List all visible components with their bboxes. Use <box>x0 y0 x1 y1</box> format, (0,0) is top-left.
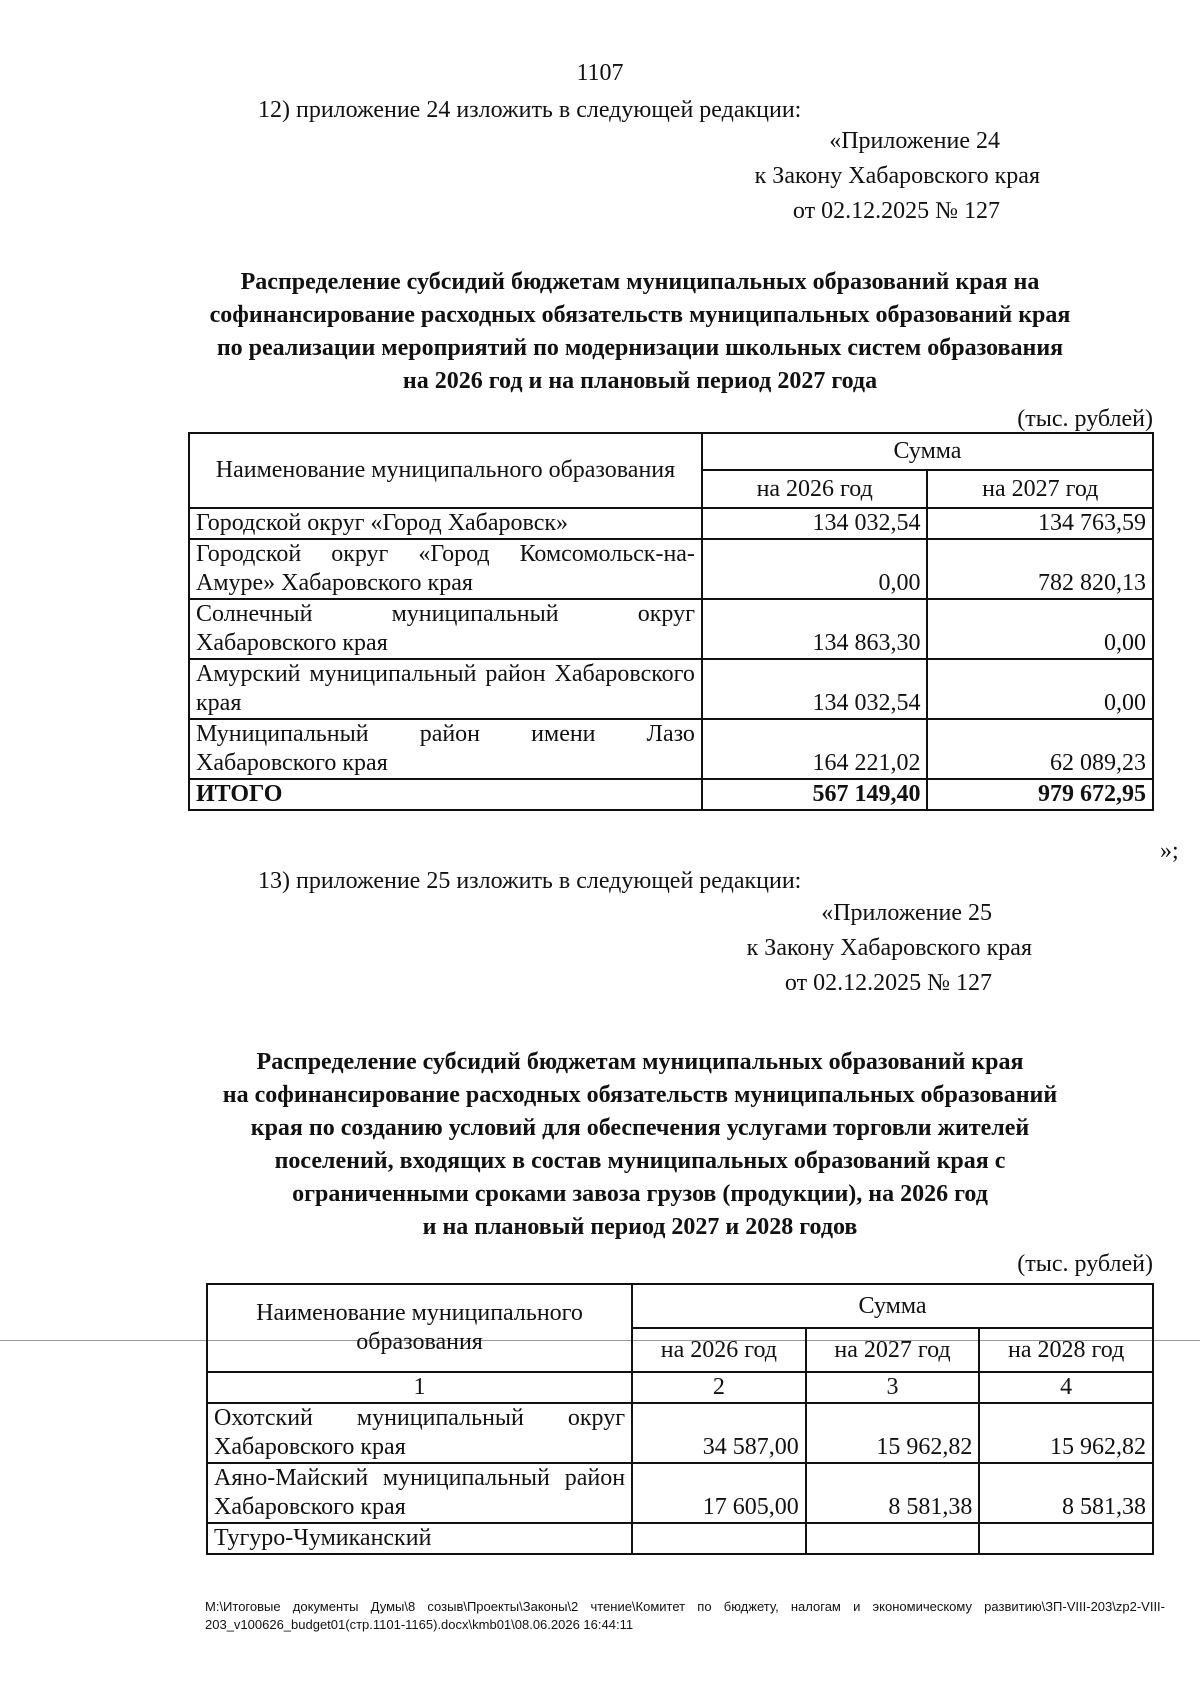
table-row <box>189 508 1153 539</box>
row-value-2027: 0,00 <box>927 599 1153 659</box>
table-row <box>207 1403 1153 1463</box>
title-line: софинансирование расходных обязательств муниципальных образований края <box>209 302 1071 328</box>
row-value-2028: 8 581,38 <box>979 1463 1153 1523</box>
row-value-2026 <box>632 1523 806 1554</box>
total-value-2027: 979 672,95 <box>927 779 1153 810</box>
row-value-2028 <box>979 1523 1153 1554</box>
closing-quote: »; <box>1160 838 1179 864</box>
row-name: Солнечный муниципальный округ Хабаровского края <box>189 599 702 659</box>
total-value-2026: 567 149,40 <box>702 779 928 810</box>
appendix-24-line-2: к Закону Хабаровского края <box>754 163 1040 189</box>
column-header-2027: на 2027 год <box>927 470 1153 508</box>
column-header-2026: на 2026 год <box>632 1328 806 1372</box>
row-value-2026: 164 221,02 <box>702 719 928 779</box>
row-name: Городской округ «Город Хабаровск» <box>189 508 702 539</box>
row-value-2026: 17 605,00 <box>632 1463 806 1523</box>
row-value-2027: 0,00 <box>927 659 1153 719</box>
table-row <box>189 539 1153 599</box>
title-line: на софинансирование расходных обязательств муниципальных образований <box>222 1082 1058 1108</box>
units-label: (тыс. рублей) <box>1017 406 1153 432</box>
title-line: по реализации мероприятий по модернизации школьных систем образования <box>216 335 1064 361</box>
row-value-2027: 62 089,23 <box>927 719 1153 779</box>
column-header-2027: на 2027 год <box>806 1328 980 1372</box>
row-value-2027: 134 763,59 <box>927 508 1153 539</box>
title-line: и на плановый период 2027 и 2028 годов <box>422 1214 858 1240</box>
row-name: Тугуро-Чумиканский <box>207 1523 632 1554</box>
title-line: края по созданию условий для обеспечения услугами торговли жителей <box>250 1115 1030 1141</box>
table-row <box>189 599 1153 659</box>
row-value-2026: 134 863,30 <box>702 599 928 659</box>
row-value-2027: 8 581,38 <box>806 1463 980 1523</box>
title-line: ограниченными сроками завоза грузов (продукции), на 2026 год <box>292 1181 988 1207</box>
column-header-2028: на 2028 год <box>979 1328 1153 1372</box>
title-line: поселений, входящих в состав муниципальных образований края с <box>274 1148 1006 1174</box>
appendix-25-header <box>612 896 1032 1001</box>
row-value-2027 <box>806 1523 980 1554</box>
row-name: Городской округ «Город Комсомольск-на-Амуре» Хабаровского края <box>189 539 702 599</box>
total-row <box>189 779 1153 810</box>
page-number: 1107 <box>576 60 624 86</box>
title-line: на 2026 год и на плановый период 2027 года <box>402 368 878 394</box>
row-value-2026: 134 032,54 <box>702 508 928 539</box>
section-13-intro: 13) приложение 25 изложить в следующей редакции: <box>258 868 802 894</box>
row-value-2026: 134 032,54 <box>702 659 928 719</box>
column-header-name-line-1: Наименование муниципального <box>256 1300 583 1326</box>
file-path-footer: M:\Итоговые документы Думы\8 созыв\Проекты\Законы\2 чтение\Комитет по бюджету, налогам и экономическому развитию\ЗП-VIII-203\zp2-VIII-203_v100626_budget01(стр.1101-1165).docx\kmb01\08.06.2026 16:44:11 <box>205 1599 1165 1632</box>
row-value-2026: 0,00 <box>702 539 928 599</box>
row-value-2027: 15 962,82 <box>806 1403 980 1463</box>
column-header-sum: Сумма <box>632 1284 1153 1328</box>
row-name: Амурский муниципальный район Хабаровского края <box>189 659 702 719</box>
column-number-row <box>207 1372 1153 1403</box>
total-label: ИТОГО <box>189 779 702 810</box>
column-header-name: Наименование муниципального образования <box>189 433 702 508</box>
column-header-2026: на 2026 год <box>702 470 928 508</box>
appendix-24-line-1: «Приложение 24 <box>829 128 1000 154</box>
appendix-24-title <box>140 266 1140 398</box>
appendix-24-header <box>620 124 1040 229</box>
row-name: Муниципальный район имени Лазо Хабаровского края <box>189 719 702 779</box>
column-header-sum: Сумма <box>702 433 1153 470</box>
row-value-2026: 34 587,00 <box>632 1403 806 1463</box>
appendix-25-line-2: к Закону Хабаровского края <box>746 935 1032 961</box>
title-line: Распределение субсидий бюджетам муниципальных образований края <box>256 1049 1024 1075</box>
appendix-24-line-3: от 02.12.2025 № 127 <box>792 198 1000 224</box>
row-value-2027: 782 820,13 <box>927 539 1153 599</box>
title-line: Распределение субсидий бюджетам муниципальных образований края на <box>240 269 1040 295</box>
column-number: 1 <box>207 1372 632 1403</box>
appendix-25-line-1: «Приложение 25 <box>821 900 992 926</box>
appendix-25-title <box>140 1046 1140 1244</box>
table-row <box>189 659 1153 719</box>
row-name: Охотский муниципальный округ Хабаровского края <box>207 1403 632 1463</box>
column-header-name-line-2: образования <box>356 1329 483 1355</box>
column-header-name <box>207 1284 632 1372</box>
column-number: 4 <box>979 1372 1153 1403</box>
table-row <box>207 1523 1153 1554</box>
subsidy-table-25 <box>206 1283 1154 1555</box>
table-row <box>189 719 1153 779</box>
units-label: (тыс. рублей) <box>1017 1251 1153 1277</box>
column-number: 3 <box>806 1372 980 1403</box>
subsidy-table-24 <box>188 432 1154 811</box>
table-row <box>207 1463 1153 1523</box>
row-name: Аяно-Майский муниципальный район Хабаровского края <box>207 1463 632 1523</box>
column-number: 2 <box>632 1372 806 1403</box>
appendix-25-line-3: от 02.12.2025 № 127 <box>784 970 992 996</box>
row-value-2028: 15 962,82 <box>979 1403 1153 1463</box>
section-12-intro: 12) приложение 24 изложить в следующей редакции: <box>258 97 802 123</box>
